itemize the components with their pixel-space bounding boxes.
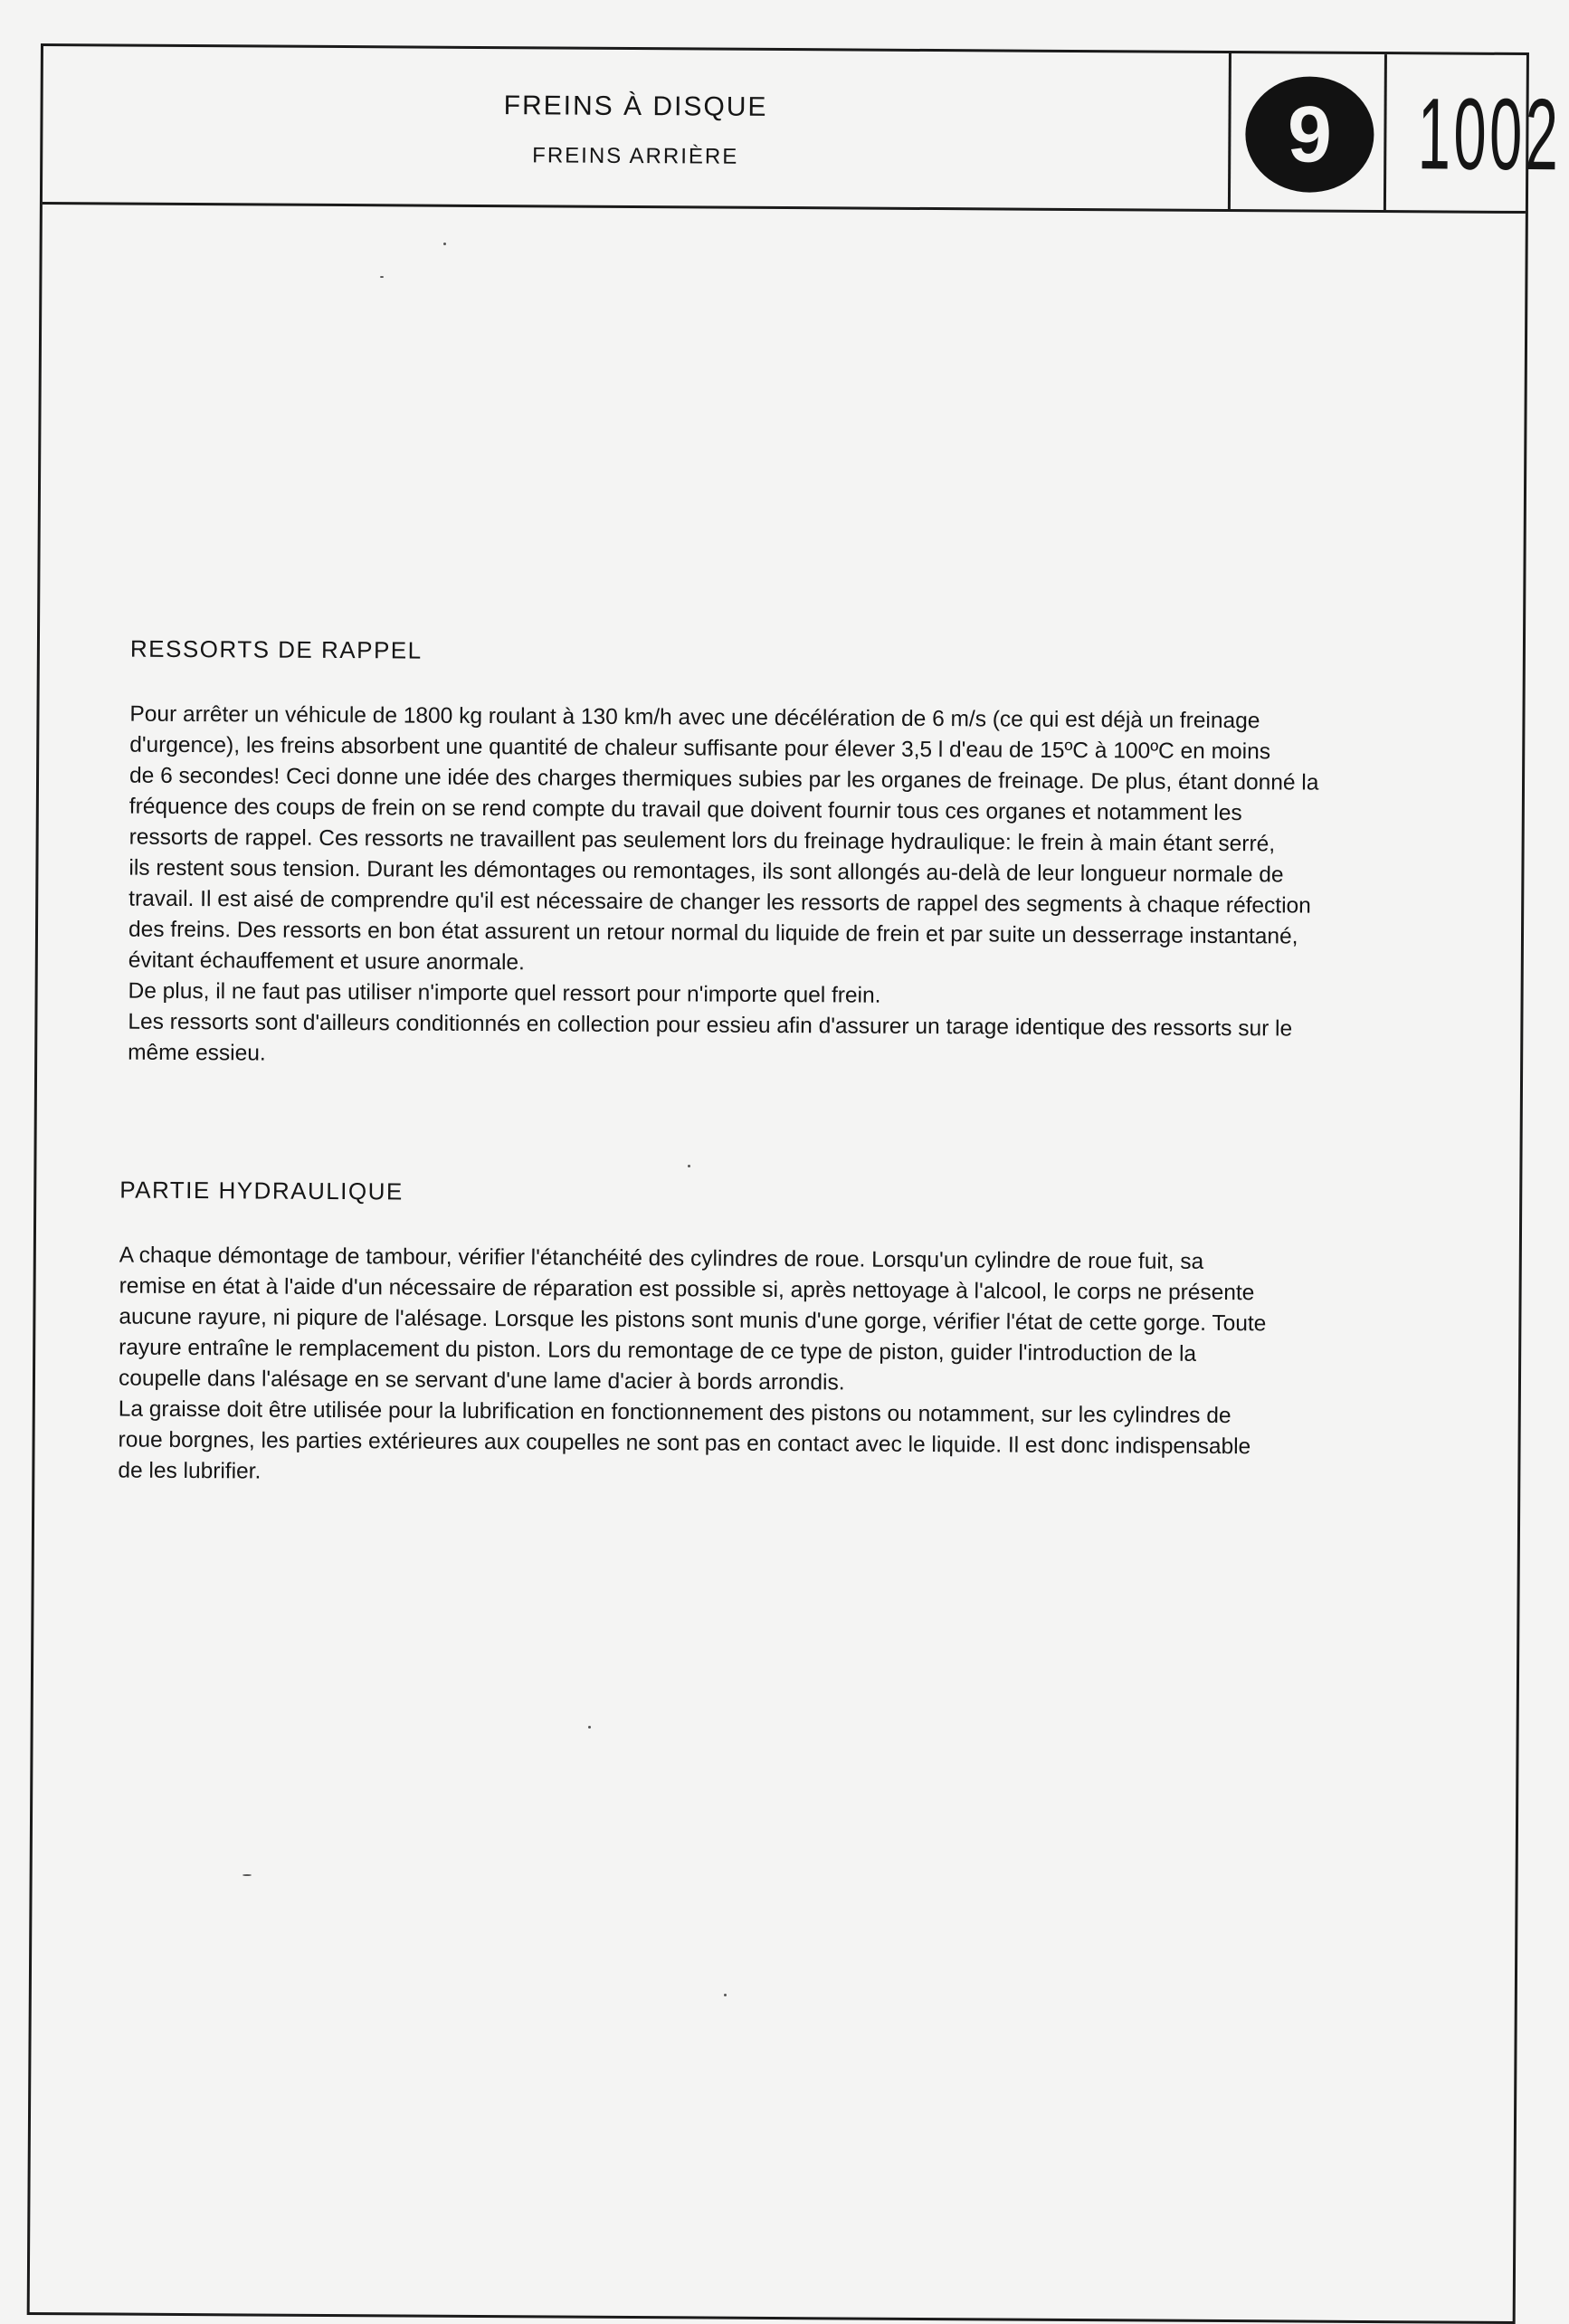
scan-speck <box>588 1726 591 1729</box>
section-number-badge: 9 <box>1245 76 1374 193</box>
scan-speck <box>443 243 446 245</box>
scan-speck <box>724 1994 727 1996</box>
page-frame <box>27 43 1562 2324</box>
section-number-box <box>1228 53 1387 210</box>
header-titles <box>43 46 1229 209</box>
page-title: FREINS À DISQUE <box>503 90 768 122</box>
scan-speck <box>688 1165 690 1167</box>
section-heading: PARTIE HYDRAULIQUE <box>119 1176 404 1205</box>
section-partie-hydraulique <box>118 1176 1531 1496</box>
page-number: 1002 <box>1417 77 1562 192</box>
scan-speck <box>242 1874 252 1876</box>
scan-speck <box>380 276 384 278</box>
section-ressorts-de-rappel <box>128 635 1542 1078</box>
page-header <box>43 46 1562 214</box>
section-body: Pour arrêter un véhicule de 1800 kg roulant à 130 km/h avec une décélération de 6 m/s (ce qui est déjà un freinage d'urgence), les freins absorbent une quantité de chaleur suffisante pour élever 3,5 l d'eau de 15ºC à 100ºC en moins de 6 secondes! Ceci donne une idée des charges thermiques subies par les organes de freinage. De plus, étant donné la fréquence des coups de frein on se rend compte du travail que doivent fournir tous ces organes et notamment les ressorts de rappel. Ces ressorts ne travaillent pas seulement lors du freinage hydraulique: le frein à main étant serré, ils restent sous tension. Durant les démontages ou remontages, ils sont allongés au-delà de leur longueur normale de travail. Il est aisé de comprendre qu'il est nécessaire de changer les ressorts de rappel des segments à chaque réfection des freins. Des ressorts en bon état assurent un retour normal du liquide de frein et par suite un desserrage instantané, évitant échauffement et usure anormale. De plus, il ne faut pas utiliser n'importe quel ressort pour n'importe quel frein. Les ressorts sont d'ailleurs conditionnés en collection pour essieu afin d'assurer un tarage identique des ressorts sur le même essieu. <box>128 701 1319 1066</box>
page-subtitle: FREINS ARRIÈRE <box>532 143 739 169</box>
section-body: A chaque démontage de tambour, vérifier l'étanchéité des cylindres de roue. Lorsqu'un cylindre de roue fuit, sa remise en état à l'aide d'un nécessaire de réparation est possible si, après nettoyage à l'alcool, le corps ne présente aucune rayure, ni piqure de l'alésage. Lorsque les pistons sont munis d'une gorge, vérifier l'état de cette gorge. Toute rayure entraîne le remplacement du piston. Lors du remontage de ce type de piston, guider l'introduction de la coupelle dans l'alésage en se servant d'une lame d'acier à bords arrondis. La graisse doit être utilisée pour la lubrification en fonctionnement des pistons ou notamment, sur les cylindres de roue borgnes, les parties extérieures aux coupelles ne sont pas en contact avec le liquide. Il est donc indispensable de les lubrifier. <box>118 1243 1267 1484</box>
section-heading: RESSORTS DE RAPPEL <box>129 634 423 664</box>
